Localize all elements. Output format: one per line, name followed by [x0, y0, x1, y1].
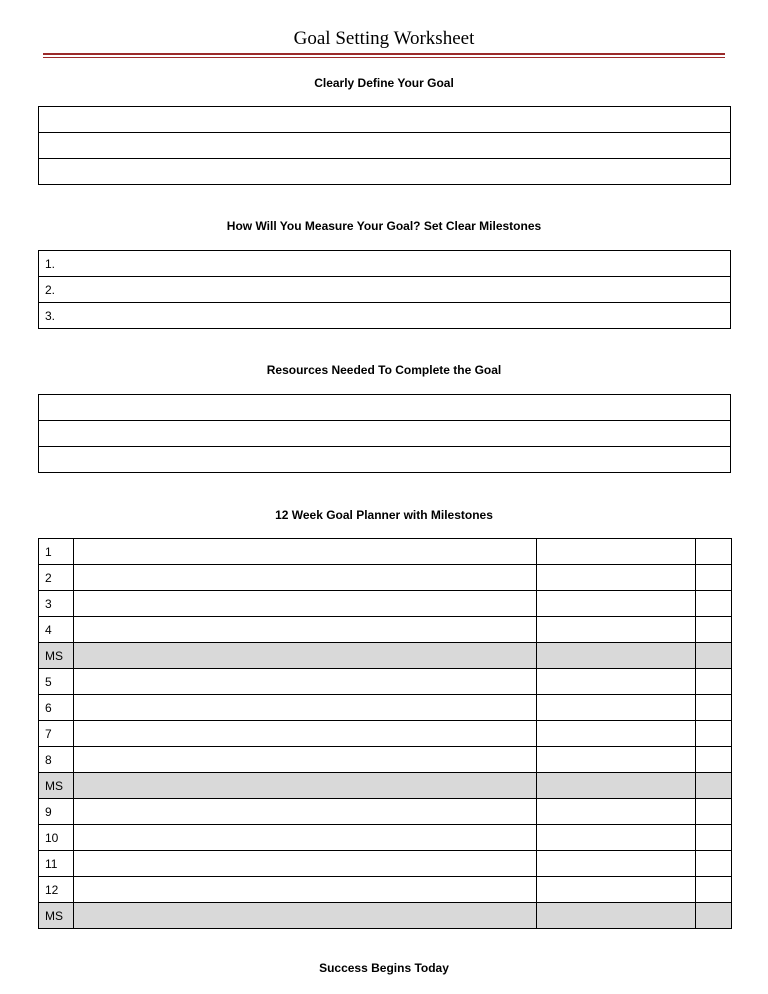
- define-goal-field[interactable]: [39, 107, 731, 133]
- planner-date-field[interactable]: [537, 721, 696, 747]
- milestone-row: [39, 277, 731, 303]
- planner-milestone-row: [39, 773, 732, 799]
- planner-week-row: [39, 591, 732, 617]
- planner-task-field[interactable]: [74, 825, 537, 851]
- planner-week-label: 9: [39, 799, 74, 825]
- planner-date-field[interactable]: [537, 539, 696, 565]
- define-goal-field[interactable]: [39, 159, 731, 185]
- planner-week-label: 2: [39, 565, 74, 591]
- planner-milestone-row: [39, 903, 732, 929]
- planner-week-label: 11: [39, 851, 74, 877]
- resources-heading: Resources Needed To Complete the Goal: [266, 363, 502, 377]
- planner-week-label: 4: [39, 617, 74, 643]
- milestone-field[interactable]: 2.: [39, 277, 731, 303]
- planner-date-field[interactable]: [537, 799, 696, 825]
- page-title: Goal Setting Worksheet: [293, 28, 475, 49]
- define-goal-row: [39, 107, 731, 133]
- planner-task-field[interactable]: [74, 669, 537, 695]
- milestone-row: [39, 303, 731, 329]
- planner-task-field[interactable]: [74, 851, 537, 877]
- measure-goal-heading: How Will You Measure Your Goal? Set Clear Milestones: [226, 219, 542, 233]
- resources-table: [38, 394, 731, 473]
- planner-date-field[interactable]: [537, 747, 696, 773]
- planner-task-field[interactable]: [74, 643, 537, 669]
- planner-task-field[interactable]: [74, 695, 537, 721]
- planner-check-field[interactable]: [696, 617, 732, 643]
- planner-task-field[interactable]: [74, 903, 537, 929]
- define-goal-field[interactable]: [39, 133, 731, 159]
- planner-task-field[interactable]: [74, 565, 537, 591]
- planner-task-field[interactable]: [74, 877, 537, 903]
- planner-week-row: [39, 669, 732, 695]
- planner-check-field[interactable]: [696, 799, 732, 825]
- resource-field[interactable]: [39, 421, 731, 447]
- planner-date-field[interactable]: [537, 851, 696, 877]
- planner-week-row: [39, 617, 732, 643]
- planner-check-field[interactable]: [696, 825, 732, 851]
- measure-goal-table: [38, 250, 731, 329]
- planner-week-row: [39, 539, 732, 565]
- resource-field[interactable]: [39, 395, 731, 421]
- define-goal-heading: Clearly Define Your Goal: [314, 76, 454, 90]
- planner-check-field[interactable]: [696, 539, 732, 565]
- planner-date-field[interactable]: [537, 877, 696, 903]
- planner-check-field[interactable]: [696, 643, 732, 669]
- resource-row: [39, 447, 731, 473]
- planner-task-field[interactable]: [74, 747, 537, 773]
- planner-date-field[interactable]: [537, 903, 696, 929]
- planner-task-field[interactable]: [74, 799, 537, 825]
- planner-date-field[interactable]: [537, 643, 696, 669]
- planner-date-field[interactable]: [537, 617, 696, 643]
- planner-check-field[interactable]: [696, 721, 732, 747]
- planner-task-field[interactable]: [74, 539, 537, 565]
- planner-week-label: 1: [39, 539, 74, 565]
- define-goal-table: [38, 106, 731, 185]
- resource-field[interactable]: [39, 447, 731, 473]
- planner-date-field[interactable]: [537, 565, 696, 591]
- planner-table: [38, 538, 732, 929]
- planner-week-label: 8: [39, 747, 74, 773]
- planner-week-label: 5: [39, 669, 74, 695]
- planner-week-label: MS: [39, 643, 74, 669]
- planner-check-field[interactable]: [696, 877, 732, 903]
- planner-check-field[interactable]: [696, 695, 732, 721]
- planner-week-row: [39, 565, 732, 591]
- define-goal-row: [39, 159, 731, 185]
- define-goal-row: [39, 133, 731, 159]
- footer-text: Success Begins Today: [319, 961, 449, 975]
- planner-task-field[interactable]: [74, 617, 537, 643]
- planner-week-row: [39, 825, 732, 851]
- planner-week-label: 3: [39, 591, 74, 617]
- planner-week-label: 7: [39, 721, 74, 747]
- milestone-row: [39, 251, 731, 277]
- planner-week-row: [39, 851, 732, 877]
- title-rule-thin: [43, 57, 725, 58]
- planner-week-row: [39, 799, 732, 825]
- resource-row: [39, 395, 731, 421]
- planner-week-row: [39, 695, 732, 721]
- planner-check-field[interactable]: [696, 773, 732, 799]
- planner-check-field[interactable]: [696, 747, 732, 773]
- planner-task-field[interactable]: [74, 773, 537, 799]
- planner-milestone-row: [39, 643, 732, 669]
- planner-check-field[interactable]: [696, 903, 732, 929]
- title-rule: [43, 53, 725, 55]
- planner-date-field[interactable]: [537, 773, 696, 799]
- planner-check-field[interactable]: [696, 565, 732, 591]
- planner-date-field[interactable]: [537, 669, 696, 695]
- planner-week-label: 10: [39, 825, 74, 851]
- planner-check-field[interactable]: [696, 851, 732, 877]
- resource-row: [39, 421, 731, 447]
- planner-check-field[interactable]: [696, 669, 732, 695]
- planner-week-label: 12: [39, 877, 74, 903]
- planner-week-row: [39, 877, 732, 903]
- planner-check-field[interactable]: [696, 591, 732, 617]
- planner-task-field[interactable]: [74, 721, 537, 747]
- planner-week-label: MS: [39, 903, 74, 929]
- planner-week-label: 6: [39, 695, 74, 721]
- planner-date-field[interactable]: [537, 695, 696, 721]
- planner-date-field[interactable]: [537, 591, 696, 617]
- planner-week-label: MS: [39, 773, 74, 799]
- planner-task-field[interactable]: [74, 591, 537, 617]
- planner-date-field[interactable]: [537, 825, 696, 851]
- planner-week-row: [39, 721, 732, 747]
- planner-week-row: [39, 747, 732, 773]
- milestone-field[interactable]: 3.: [39, 303, 731, 329]
- planner-heading: 12 Week Goal Planner with Milestones: [275, 508, 493, 522]
- milestone-field[interactable]: 1.: [39, 251, 731, 277]
